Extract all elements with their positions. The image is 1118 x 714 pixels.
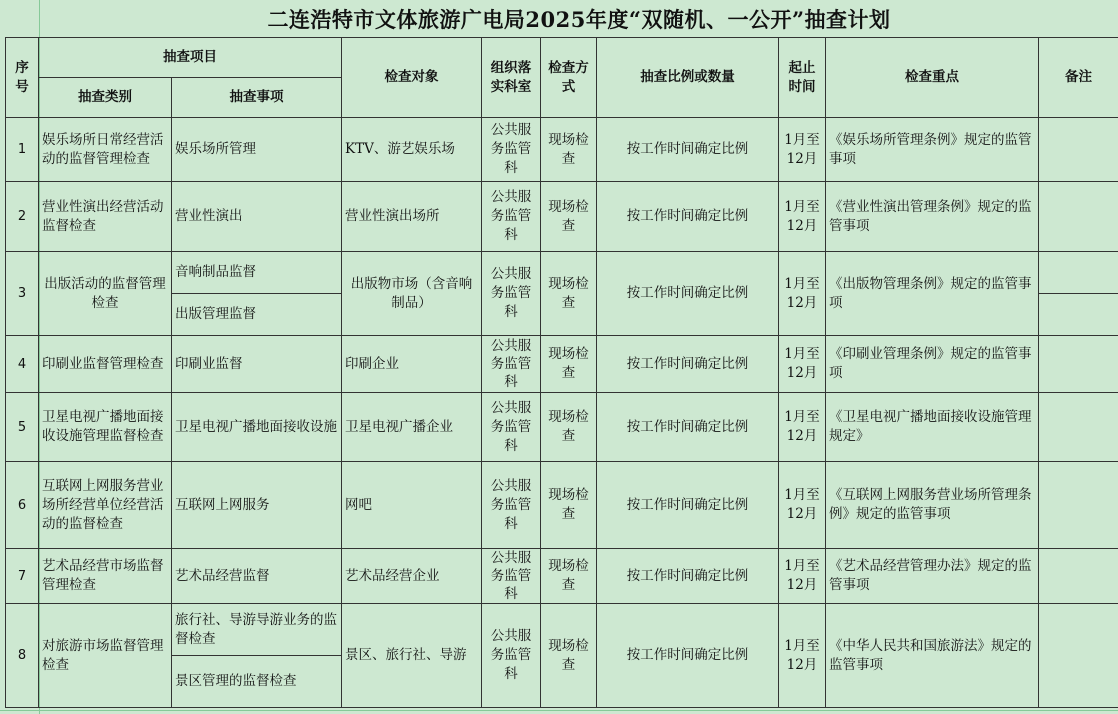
- table-row: 7 艺术品经营市场监督管理检查 艺术品经营监督 艺术品经营企业 公共服务监管科 现场检查 按工作时间确定比例 1月至12月 《艺术品经营管理办法》规定的监管事项: [6, 549, 1118, 604]
- header-project: 抽查项目: [39, 38, 342, 78]
- header-seq: 序号: [6, 38, 39, 118]
- table-row: 4 印刷业监督管理检查 印刷业监督 印刷企业 公共服务监管科 现场检查 按工作时间确定比例 1月至12月 《印刷业管理条例》规定的监管事项: [6, 336, 1118, 393]
- header-ratio: 抽查比例或数量: [597, 38, 779, 118]
- note-cell: [1039, 182, 1118, 252]
- table-row: 5 卫星电视广播地面接收设施管理监督检查 卫星电视广播地面接收设施 卫星电视广播企业 公共服务监管科 现场检查 按工作时间确定比例 1月至12月 《卫星电视广播地面接收设施管理规定》: [6, 393, 1118, 462]
- header-dept: 组织落实科室: [482, 38, 541, 118]
- sheet-gridline: [0, 710, 1118, 711]
- note-cell: [1039, 604, 1118, 708]
- note-cell: [1039, 462, 1118, 549]
- note-cell: [1039, 549, 1118, 604]
- table-row: 3 出版活动的监督管理检查 音响制品监督 出版物市场（含音响制品） 公共服务监管科 现场检查 按工作时间确定比例 1月至12月 《出版物管理条例》规定的监管事项: [6, 252, 1118, 294]
- table-row: 出版管理监督: [6, 294, 1118, 336]
- note-cell: [1039, 336, 1118, 393]
- header-target: 检查对象: [342, 38, 482, 118]
- header-category: 抽查类别: [39, 78, 172, 118]
- header-item: 抽查事项: [172, 78, 342, 118]
- header-note: 备注: [1039, 38, 1118, 118]
- header-period: 起止时间: [779, 38, 826, 118]
- note-cell: [1039, 294, 1118, 336]
- inspection-plan-table: [5, 37, 1118, 708]
- note-cell: [1039, 252, 1118, 294]
- header-focus: 检查重点: [826, 38, 1039, 118]
- table-row: 8 对旅游市场监督管理检查 旅行社、导游导游业务的监督检查 景区、旅行社、导游 公共服务监管科 现场检查 按工作时间确定比例 1月至12月 《中华人民共和国旅游法》规定的监管事项: [6, 604, 1118, 656]
- table-row: 1 娱乐场所日常经营活动的监督管理检查 娱乐场所管理 KTV、游艺娱乐场 公共服务监管科 现场检查 按工作时间确定比例 1月至12月 《娱乐场所管理条例》规定的监管事项: [6, 118, 1118, 182]
- page-title: 二连浩特市文体旅游广电局2025年度“双随机、一公开”抽查计划: [267, 6, 891, 32]
- header-method: 检查方式: [541, 38, 597, 118]
- table-row: 2 营业性演出经营活动监督检查 营业性演出 营业性演出场所 公共服务监管科 现场检查 按工作时间确定比例 1月至12月 《营业性演出管理条例》规定的监管事项: [6, 182, 1118, 252]
- note-cell: [1039, 118, 1118, 182]
- note-cell: [1039, 393, 1118, 462]
- table-row: 景区管理的监督检查: [6, 656, 1118, 708]
- table-row: 6 互联网上网服务营业场所经营单位经营活动的监督检查 互联网上网服务 网吧 公共服务监管科 现场检查 按工作时间确定比例 1月至12月 《互联网上网服务营业场所管理条例》规定的监管事项: [6, 462, 1118, 549]
